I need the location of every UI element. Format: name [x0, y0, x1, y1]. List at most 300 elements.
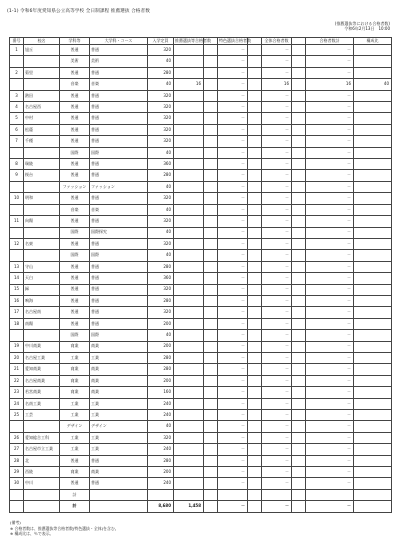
table-cell: － [218, 67, 248, 78]
table-cell [174, 250, 204, 261]
table-cell [10, 227, 24, 238]
table-cell [174, 307, 204, 318]
table-cell: － [218, 330, 248, 341]
table-cell [24, 330, 60, 341]
table-cell [248, 67, 262, 78]
table-cell: 普通 [90, 193, 148, 204]
table-cell: 29 [10, 467, 24, 478]
table-cell: 200 [148, 318, 174, 329]
table-cell: － [218, 295, 248, 306]
table-cell: 8 [10, 159, 24, 170]
table-cell: － [306, 227, 354, 238]
table-cell [10, 489, 24, 500]
table-cell: 工業 [60, 444, 90, 455]
table-cell [10, 330, 24, 341]
table-row [10, 181, 392, 192]
table-cell [354, 90, 392, 101]
table-cell [10, 79, 24, 90]
table-cell [10, 421, 24, 432]
table-cell [204, 432, 218, 443]
table-cell [292, 307, 306, 318]
table-cell [90, 501, 148, 513]
table-cell: － [218, 410, 248, 421]
table-cell [248, 147, 262, 158]
table-cell: 工業 [60, 398, 90, 409]
table-cell: － [262, 227, 292, 238]
table-cell: 普通 [90, 45, 148, 56]
table-cell [174, 284, 204, 295]
table-cell: 普通 [60, 307, 90, 318]
table-cell: 40 [148, 204, 174, 215]
table-cell: 工業 [60, 410, 90, 421]
table-header-row [10, 38, 392, 45]
table-cell: 菊里 [24, 67, 60, 78]
table-cell: 16 [306, 79, 354, 90]
footnotes [10, 520, 119, 537]
table-row [10, 159, 392, 170]
table-cell: 22 [10, 375, 24, 386]
table-row [10, 467, 392, 478]
table-row [10, 273, 392, 284]
table-cell: － [262, 216, 292, 227]
table-cell: － [306, 387, 354, 398]
table-cell [174, 147, 204, 158]
table-cell: － [218, 307, 248, 318]
table-cell: 7 [10, 136, 24, 147]
table-cell: 鳴海 [24, 295, 60, 306]
table-cell [204, 330, 218, 341]
table-cell: 名古屋工業 [24, 352, 60, 363]
table-cell [174, 410, 204, 421]
table-cell: 音楽 [60, 79, 90, 90]
table-cell [292, 102, 306, 113]
table-cell: 320 [148, 113, 174, 124]
table-cell [248, 79, 262, 90]
table-cell: 商業 [90, 387, 148, 398]
table-cell: － [306, 216, 354, 227]
table-cell: 松蔭 [24, 124, 60, 135]
table-cell [174, 295, 204, 306]
table-cell [204, 79, 218, 90]
table-cell: 25 [10, 410, 24, 421]
table-cell [24, 56, 60, 67]
table-cell: － [306, 284, 354, 295]
table-cell: 普通 [60, 193, 90, 204]
table-cell: 普通 [60, 295, 90, 306]
table-cell [292, 67, 306, 78]
table-cell [292, 170, 306, 181]
table-cell [292, 204, 306, 215]
table-cell [248, 181, 262, 192]
table-cell: 工業 [90, 432, 148, 443]
table-cell [204, 307, 218, 318]
table-cell [204, 341, 218, 352]
table-cell: － [306, 318, 354, 329]
table-cell: 普通 [90, 284, 148, 295]
table-cell: ファッション [90, 181, 148, 192]
table-cell: 国際 [90, 250, 148, 261]
table-cell: － [218, 79, 248, 90]
table-cell [248, 364, 262, 375]
table-cell: 南陽 [24, 318, 60, 329]
table-cell: 普通 [60, 67, 90, 78]
report-date: 令和6年2月13日 10:00 [344, 26, 390, 32]
table-cell: － [218, 113, 248, 124]
table-cell: 国際 [90, 147, 148, 158]
table-cell [292, 124, 306, 135]
table-cell: － [218, 159, 248, 170]
table-cell: － [262, 159, 292, 170]
table-cell: 普通 [60, 261, 90, 272]
table-cell: － [306, 398, 354, 409]
table-cell [292, 318, 306, 329]
table-cell [292, 364, 306, 375]
table-cell [248, 330, 262, 341]
table-cell [218, 489, 248, 500]
table-cell: 320 [148, 238, 174, 249]
table-cell [248, 318, 262, 329]
table-cell [248, 216, 262, 227]
table-cell [354, 204, 392, 215]
table-cell: 280 [148, 295, 174, 306]
table-cell [174, 375, 204, 386]
table-cell: 280 [148, 67, 174, 78]
table-cell: 名古屋南 [24, 307, 60, 318]
table-cell [292, 375, 306, 386]
table-cell: － [306, 375, 354, 386]
table-cell [292, 489, 306, 500]
table-cell [24, 147, 60, 158]
table-cell [354, 124, 392, 135]
table-cell [354, 273, 392, 284]
table-cell [354, 444, 392, 455]
table-cell: 普通 [60, 124, 90, 135]
table-cell: 熱田 [24, 90, 60, 101]
table-cell [354, 238, 392, 249]
table-cell: － [218, 318, 248, 329]
table-cell: 国際 [60, 250, 90, 261]
table-cell: － [218, 204, 248, 215]
table-cell: － [218, 170, 248, 181]
table-cell: － [306, 90, 354, 101]
table-cell: － [262, 387, 292, 398]
table-cell [248, 375, 262, 386]
table-cell [292, 113, 306, 124]
table-row [10, 421, 392, 432]
table-cell [354, 136, 392, 147]
table-cell: 名東 [24, 238, 60, 249]
table-cell [174, 478, 204, 489]
table-cell: － [306, 432, 354, 443]
table-cell: 名南工業 [24, 398, 60, 409]
table-cell [174, 467, 204, 478]
table-cell: － [262, 273, 292, 284]
table-cell [10, 181, 24, 192]
table-cell [10, 204, 24, 215]
table-cell [174, 455, 204, 466]
table-cell: 2 [10, 67, 24, 78]
table-cell: 国際 [60, 330, 90, 341]
table-cell [204, 273, 218, 284]
table-cell: － [218, 102, 248, 113]
table-cell: 普通 [90, 307, 148, 318]
table-cell: 13 [10, 261, 24, 272]
table-cell: 愛知商業 [24, 364, 60, 375]
table-cell: － [306, 67, 354, 78]
table-cell: 緑 [24, 284, 60, 295]
table-cell [174, 398, 204, 409]
table-cell [292, 273, 306, 284]
table-cell: 普通 [90, 295, 148, 306]
table-cell [204, 489, 218, 500]
table-cell: 320 [148, 193, 174, 204]
table-cell: 天白 [24, 273, 60, 284]
column-header: 大学科・コース [90, 38, 148, 45]
table-cell [204, 261, 218, 272]
table-cell: 320 [148, 432, 174, 443]
table-cell: 19 [10, 341, 24, 352]
table-cell [10, 250, 24, 261]
table-cell: 23 [10, 387, 24, 398]
table-row [10, 216, 392, 227]
table-cell: － [218, 250, 248, 261]
table-cell [292, 284, 306, 295]
table-row [10, 341, 392, 352]
table-cell: 普通 [60, 238, 90, 249]
table-cell [174, 170, 204, 181]
table-cell [204, 364, 218, 375]
table-cell: 若宮商業 [24, 387, 60, 398]
table-cell [204, 227, 218, 238]
table-cell: － [262, 307, 292, 318]
table-cell: 普通 [60, 159, 90, 170]
table-cell [10, 147, 24, 158]
table-cell [204, 204, 218, 215]
table-cell: 280 [148, 261, 174, 272]
table-cell: 普通 [60, 318, 90, 329]
table-cell [148, 489, 174, 500]
table-cell [174, 159, 204, 170]
table-cell: － [306, 341, 354, 352]
table-cell: 国際 [90, 330, 148, 341]
table-cell: － [306, 250, 354, 261]
table-cell: － [262, 284, 292, 295]
table-row [10, 478, 392, 489]
table-cell [248, 455, 262, 466]
table-cell [292, 56, 306, 67]
table-cell [292, 410, 306, 421]
table-cell [292, 159, 306, 170]
table-cell [248, 227, 262, 238]
table-cell: 計 [60, 501, 90, 513]
table-cell: 向陽 [24, 216, 60, 227]
table-cell [354, 341, 392, 352]
table-cell: － [218, 273, 248, 284]
table-row [10, 295, 392, 306]
table-cell: － [218, 216, 248, 227]
table-cell: － [262, 341, 292, 352]
table-cell [24, 204, 60, 215]
table-cell [174, 318, 204, 329]
table-cell [204, 501, 218, 513]
table-cell: 40 [148, 330, 174, 341]
table-cell: － [306, 330, 354, 341]
table-cell: － [306, 124, 354, 135]
table-cell: 280 [148, 352, 174, 363]
table-cell: 普通 [60, 136, 90, 147]
table-cell: 27 [10, 444, 24, 455]
table-cell [174, 238, 204, 249]
table-cell [174, 227, 204, 238]
table-cell [204, 455, 218, 466]
table-cell [354, 67, 392, 78]
table-cell: 普通 [90, 261, 148, 272]
table-row [10, 45, 392, 56]
table-cell: － [306, 238, 354, 249]
table-cell: － [306, 467, 354, 478]
report-note [335, 21, 390, 32]
table-cell: 21 [10, 364, 24, 375]
table-cell: 200 [148, 341, 174, 352]
table-cell: 240 [148, 478, 174, 489]
table-row [10, 284, 392, 295]
table-cell: 商業 [60, 375, 90, 386]
table-row [10, 204, 392, 215]
table-cell [248, 113, 262, 124]
table-cell [292, 432, 306, 443]
table-cell: 普通 [60, 273, 90, 284]
table-cell [292, 341, 306, 352]
table-cell [248, 307, 262, 318]
table-cell [204, 398, 218, 409]
table-cell [248, 467, 262, 478]
table-cell: 40 [148, 79, 174, 90]
table-cell [248, 421, 262, 432]
table-cell [248, 56, 262, 67]
column-header: 推薦選抜等合格者数 [175, 37, 211, 43]
table-cell: － [218, 364, 248, 375]
table-cell [10, 501, 24, 513]
table-cell: 17 [10, 307, 24, 318]
table-cell: 普通 [90, 90, 148, 101]
table-cell [354, 170, 392, 181]
column-header [292, 38, 306, 45]
table-row [10, 444, 392, 455]
table-cell [292, 330, 306, 341]
table-cell [204, 216, 218, 227]
table-cell [174, 261, 204, 272]
table-cell [248, 295, 262, 306]
table-row [10, 352, 392, 363]
table-cell: 320 [148, 45, 174, 56]
table-cell [204, 467, 218, 478]
table-cell [354, 227, 392, 238]
table-cell [354, 56, 392, 67]
table-cell: － [262, 398, 292, 409]
table-cell [354, 295, 392, 306]
table-cell: 普通 [60, 90, 90, 101]
table-cell: － [262, 467, 292, 478]
table-cell: 普通 [90, 216, 148, 227]
table-row [10, 375, 392, 386]
table-cell: 200 [148, 375, 174, 386]
table-cell: 普通 [60, 284, 90, 295]
table-cell [248, 124, 262, 135]
table-cell [10, 56, 24, 67]
table-cell [354, 364, 392, 375]
table-cell: 普通 [90, 478, 148, 489]
table-row [10, 364, 392, 375]
table-cell [174, 444, 204, 455]
table-row [10, 79, 392, 90]
table-cell: － [218, 284, 248, 295]
table-cell: 15 [10, 284, 24, 295]
table-cell [292, 444, 306, 455]
table-cell: 工業 [90, 352, 148, 363]
table-cell: － [218, 432, 248, 443]
table-cell: 11 [10, 216, 24, 227]
table-cell: 40 [148, 227, 174, 238]
table-cell [204, 147, 218, 158]
table-cell: 普通 [60, 455, 90, 466]
table-cell: － [306, 147, 354, 158]
table-cell: 商業 [90, 341, 148, 352]
table-cell: 9 [10, 170, 24, 181]
table-cell: 商業 [60, 341, 90, 352]
table-cell: － [262, 113, 292, 124]
table-cell [204, 238, 218, 249]
table-row [10, 102, 392, 113]
table-cell [174, 341, 204, 352]
table-cell: 工業 [90, 444, 148, 455]
table-row [10, 307, 392, 318]
table-cell [204, 193, 218, 204]
table-cell: 計 [60, 489, 90, 500]
table-cell: 中村 [24, 113, 60, 124]
table-cell [24, 181, 60, 192]
table-cell: 6 [10, 124, 24, 135]
table-cell [174, 273, 204, 284]
table-cell: 北 [24, 455, 60, 466]
table-cell: － [262, 364, 292, 375]
table-cell: 40 [354, 79, 392, 90]
table-row [10, 455, 392, 466]
admission-table [9, 37, 392, 513]
table-cell [354, 489, 392, 500]
footnote-line: ※ 合格者数は、推薦選抜等合格者数(特色選抜・全体)を含む。 [10, 525, 119, 531]
table-cell [354, 467, 392, 478]
table-cell: 工業 [60, 432, 90, 443]
table-cell: － [262, 318, 292, 329]
column-header: 学科等 [60, 38, 90, 45]
table-cell: 商業 [90, 375, 148, 386]
table-row [10, 410, 392, 421]
table-cell: 音楽 [60, 204, 90, 215]
table-cell: － [306, 421, 354, 432]
table-row [10, 387, 392, 398]
table-cell: 360 [148, 273, 174, 284]
table-cell [292, 227, 306, 238]
table-cell: － [306, 136, 354, 147]
table-cell: 40 [148, 250, 174, 261]
table-cell [354, 261, 392, 272]
table-cell [204, 56, 218, 67]
table-cell [248, 410, 262, 421]
table-cell [292, 147, 306, 158]
table-cell: 40 [148, 56, 174, 67]
table-cell: 名古屋市立工業 [24, 444, 60, 455]
table-cell: － [306, 56, 354, 67]
